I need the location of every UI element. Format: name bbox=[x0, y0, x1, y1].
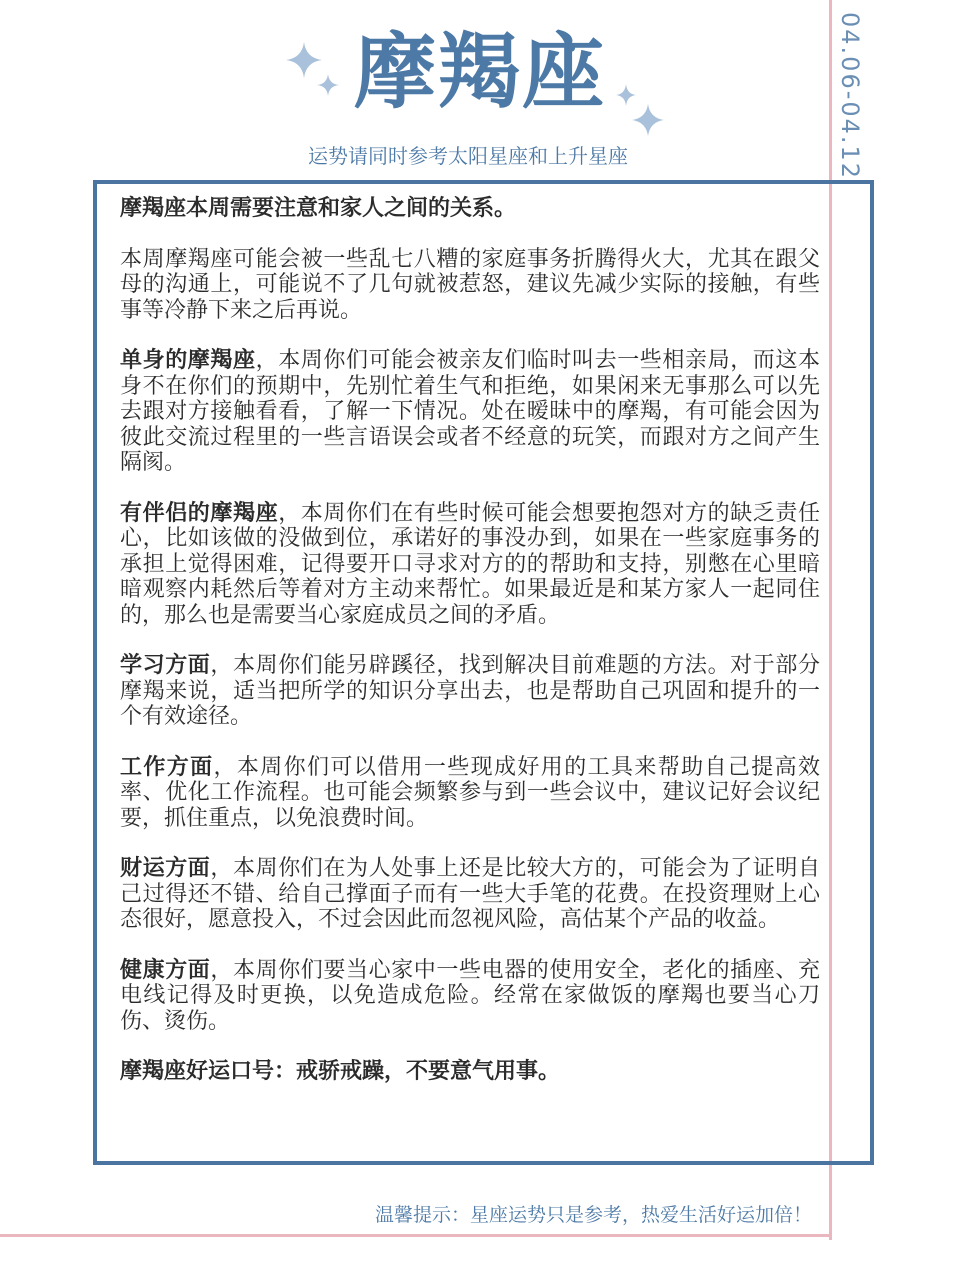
single-text: ，本周你们可能会被亲友们临时叫去一些相亲局，而这本身不在你们的预期中，先别忙着生气和拒绝，如果闲来无事那么可以先去跟对方接触看看，了解一下情况。处在暧昧中的摩羯，有可能会因为彼此交流过程里的一些言语误会或者不经意的玩笑，而跟对方之间产生隔阂。 bbox=[120, 348, 820, 475]
intro-heading: 摩羯座本周需要注意和家人之间的关系。 bbox=[120, 196, 517, 221]
lucky-slogan: 摩羯座好运口号：戒骄戒躁，不要意气用事。 bbox=[120, 1059, 561, 1084]
wealth-paragraph bbox=[120, 856, 820, 933]
horoscope-text bbox=[120, 196, 820, 1110]
family-paragraph: 本周摩羯座可能会被一些乱七八糟的家庭事务折腾得火大，尤其在跟父母的沟通上，可能说不了几句就被惹怒，建议先减少实际的接触，有些事等冷静下来之后再说。 bbox=[120, 246, 820, 323]
partner-text: ，本周你们在有些时候可能会想要抱怨对方的缺乏责任心，比如该做的没做到位，承诺好的事没办到，如果在一些家庭事务的承担上觉得困难，记得要开口寻求对方的的帮助和支持，别憋在心里暗暗观察内耗然后等着对方主动来帮忙。如果最近是和某方家人一起同住的，那么也是需要当心家庭成员之间的矛盾。 bbox=[120, 500, 820, 628]
page-title: 摩羯座 bbox=[353, 25, 606, 120]
date-range: 04.06-04.12 bbox=[836, 12, 864, 181]
wealth-text: ，本周你们在为人处事上还是比较大方的，可能会为了证明自己过得还不错、给自己撑面子而有一些大手笔的花费。在投资理财上心态很好，愿意投入，不过会因此而忽视风险，高估某个产品的收益。 bbox=[120, 856, 820, 932]
partner-label: 有伴侣的摩羯座 bbox=[120, 500, 279, 526]
footer-tip: 温馨提示：星座运势只是参考，热爱生活好运加倍！ bbox=[374, 1204, 812, 1226]
single-paragraph bbox=[120, 348, 820, 476]
study-label: 学习方面 bbox=[120, 653, 211, 678]
study-text: ，本周你们能另辟蹊径，找到解决目前难题的方法。对于部分摩羯来说，适当把所学的知识分享出去，也是帮助自己巩固和提升的一个有效途径。 bbox=[120, 653, 820, 729]
work-label: 工作方面 bbox=[120, 754, 214, 780]
partner-paragraph bbox=[120, 501, 820, 629]
page-subtitle: 运势请同时参考太阳星座和上升星座 bbox=[308, 144, 628, 168]
study-paragraph bbox=[120, 653, 820, 730]
pink-horizontal-line bbox=[0, 1234, 832, 1237]
single-label: 单身的摩羯座 bbox=[120, 348, 256, 373]
health-text: ，本周你们要当心家中一些电器的使用安全，老化的插座、充电线记得及时更换，以免造成危险。经常在家做饭的摩羯也要当心刀伤、烫伤。 bbox=[120, 957, 820, 1034]
health-paragraph bbox=[120, 958, 820, 1035]
wealth-label: 财运方面 bbox=[120, 856, 211, 881]
work-paragraph bbox=[120, 755, 820, 832]
work-text: ，本周你们可以借用一些现成好用的工具来帮助自己提高效率、优化工作流程。也可能会频繁参与到一些会议中，建议记好会议纪要，抓住重点，以免浪费时间。 bbox=[120, 754, 820, 831]
health-label: 健康方面 bbox=[120, 957, 211, 983]
